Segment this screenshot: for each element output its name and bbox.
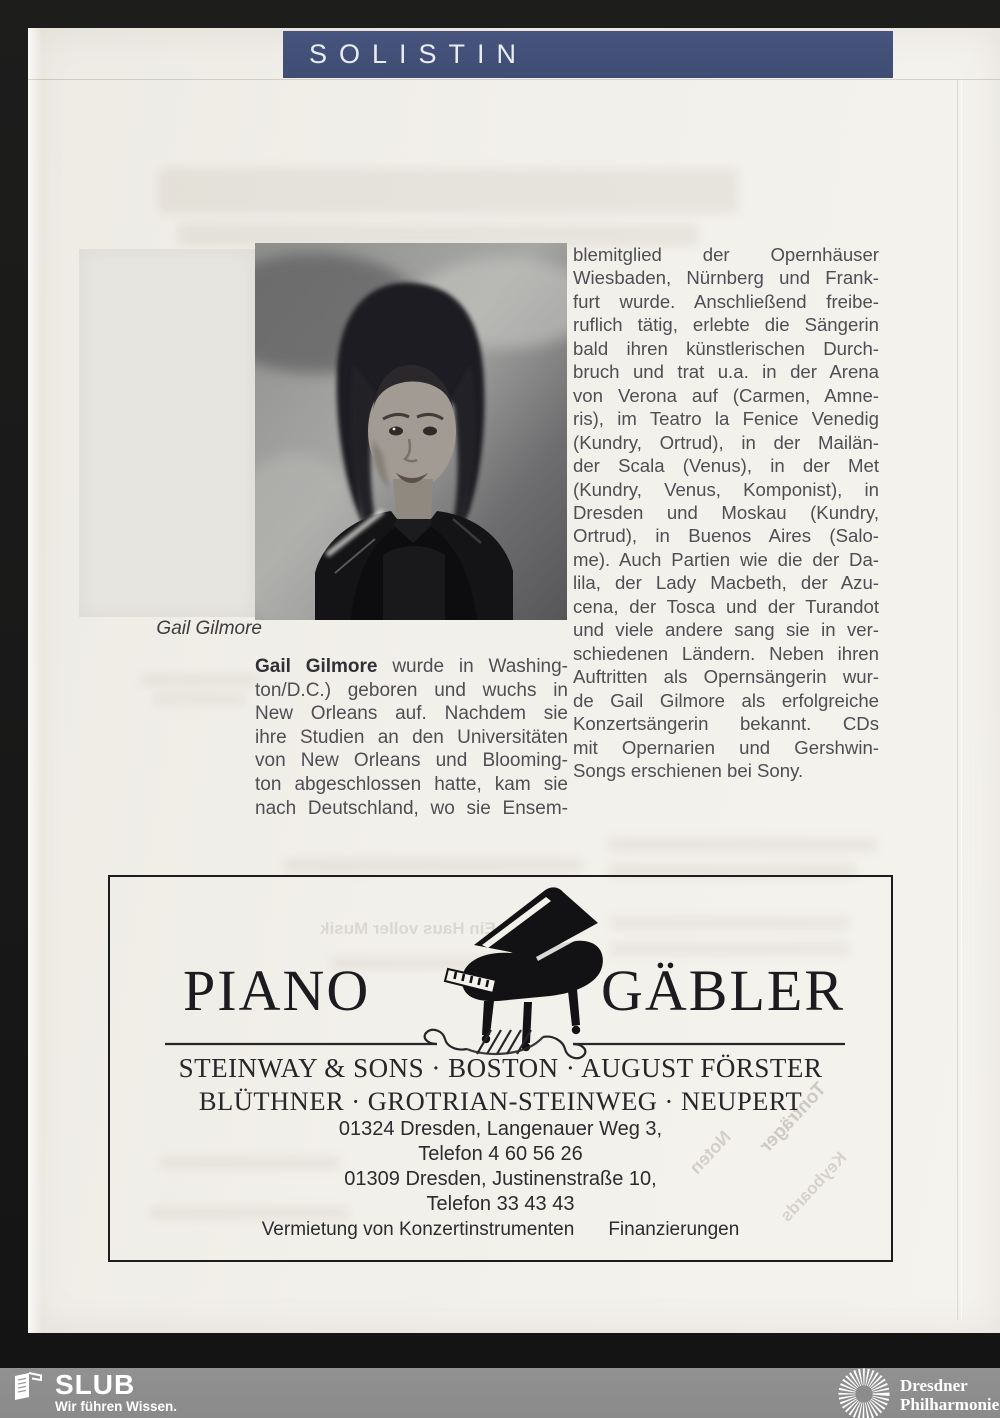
bleedthrough-text: Noten (685, 1126, 735, 1178)
article-column-left (255, 655, 568, 820)
article-line: von New Orleans und Blooming- (255, 750, 568, 772)
ad-address-2: 01309 Dresden, Justinenstraße 10, (344, 1168, 657, 1190)
bleedthrough-text: Keyboards (776, 1148, 851, 1226)
bleedthrough-blob (283, 858, 583, 872)
section-header-bar (283, 31, 893, 78)
article-line: ton/D.C.) geboren und wuchs in (255, 679, 568, 701)
brands-line-2: BLÜTHNER · GROTRIAN-STEINWEG · NEUPERT (198, 1086, 803, 1116)
slub-logo-text: SLUB (55, 1369, 136, 1400)
bleedthrough-blob (158, 168, 738, 214)
photo-caption: Gail Gilmore (156, 618, 262, 639)
page-fold (957, 80, 958, 1320)
ad-service-rental: Vermietung von Konzertinstrumenten (261, 1219, 575, 1240)
article-line (255, 655, 568, 679)
article-line: Wiesbaden, Nürnberg und Frank- (573, 267, 879, 289)
bleedthrough-text: Ein Haus voller Musik (320, 919, 496, 938)
article-line: Auftritten als Opernsängerin wur- (573, 666, 879, 688)
article-line: und viele andere sang sie in ver- (573, 619, 879, 641)
article-line: blemitglied der Opernhäuser (573, 244, 879, 265)
article-column-right (573, 243, 879, 782)
article-line: ihre Studien an den Universitäten (255, 726, 568, 748)
page-edge (28, 28, 42, 1333)
article-line: cena, der Tosca und der Turandot (573, 595, 879, 617)
philharmonie-line1: Dresdner (900, 1376, 968, 1395)
soloist-name-bold: Gail Gilmore (255, 656, 378, 677)
ad-phone-2: Telefon 33 43 43 (426, 1193, 575, 1215)
section-title: SOLISTIN (309, 39, 529, 69)
article-line: bruch und trat u.a. in der Arena (573, 361, 879, 383)
bleedthrough-blob (608, 838, 878, 852)
article-lines-left (255, 679, 568, 821)
philharmonie-line2: Philharmonie (900, 1395, 1000, 1414)
soloist-photo (255, 243, 567, 620)
article-line: nach Deutschland, wo sie Ensem- (255, 797, 568, 819)
article-line: New Orleans auf. Nachdem sie (255, 703, 568, 725)
article-line: ris), im Teatro la Fenice Venedig (573, 408, 879, 430)
bleedthrough-blob (610, 943, 850, 955)
philharmonie-starburst-icon (836, 1366, 892, 1418)
article-line: der Scala (Venus), in der Met (573, 455, 879, 477)
page-crease-line (28, 79, 1000, 80)
bleedthrough-blob (610, 917, 850, 929)
article-line: Dresden und Moskau (Kundry, (573, 501, 879, 523)
philharmonie-logo-text (900, 1376, 999, 1414)
article-line: von Verona auf (Carmen, Amne- (573, 384, 879, 406)
article-line-text: wurde in Washing- (377, 656, 569, 677)
bleedthrough-text: Tonträger (755, 1078, 831, 1157)
bleedthrough-blob (152, 695, 247, 704)
article-line: mit Opernarien und Gershwin- (573, 736, 879, 758)
bleedthrough-blob (140, 675, 260, 685)
article-line: de Gail Gilmore als erfolgreiche (573, 689, 879, 711)
brands-line-1: STEINWAY & SONS · BOSTON · AUGUST FÖRSTER (178, 1053, 823, 1083)
article-line: furt wurde. Anschließend freibe- (573, 290, 879, 312)
article-line: ton abgeschlossen hatte, kam sie (255, 773, 568, 795)
article-line: lila, der Lady Macbeth, der Azu- (573, 572, 879, 594)
book-icon (13, 1371, 43, 1406)
piano-gaebler-ad (108, 875, 893, 1262)
photo-margin-panel (79, 249, 255, 617)
ad-services (110, 1219, 891, 1241)
brand-name-gaebler: GÄBLER (601, 958, 845, 1023)
article-line: (Kundry, Venus, Komponist), in (573, 478, 879, 500)
ad-phone-1: Telefon 4 60 56 26 (418, 1143, 583, 1165)
article-line: schiedenen Ländern. Neben ihren (573, 642, 879, 664)
ad-address-1: 01324 Dresden, Langenauer Weg 3, (338, 1118, 663, 1140)
article-line: me). Auch Partien wie die der Da- (573, 548, 879, 570)
ad-service-financing: Finanzierungen (608, 1219, 740, 1240)
portrait-illustration (255, 243, 567, 620)
article-line: Konzertsängerin bekannt. CDs (573, 713, 879, 735)
slub-tagline: Wir führen Wissen. (55, 1399, 178, 1414)
article-line: (Kundry, Ortrud), in der Mailän- (573, 431, 879, 453)
brand-name-piano: PIANO (183, 958, 371, 1023)
article-line: bald ihren künstlerischen Durch- (573, 337, 879, 359)
article-line: Ortrud), in Buenos Aires (Salo- (573, 525, 879, 547)
article-line: ruflich tätig, erlebte die Sängerin (573, 314, 879, 336)
page-fold-highlight (961, 80, 962, 1320)
article-line: Songs erschienen bei Sony. (573, 759, 804, 781)
